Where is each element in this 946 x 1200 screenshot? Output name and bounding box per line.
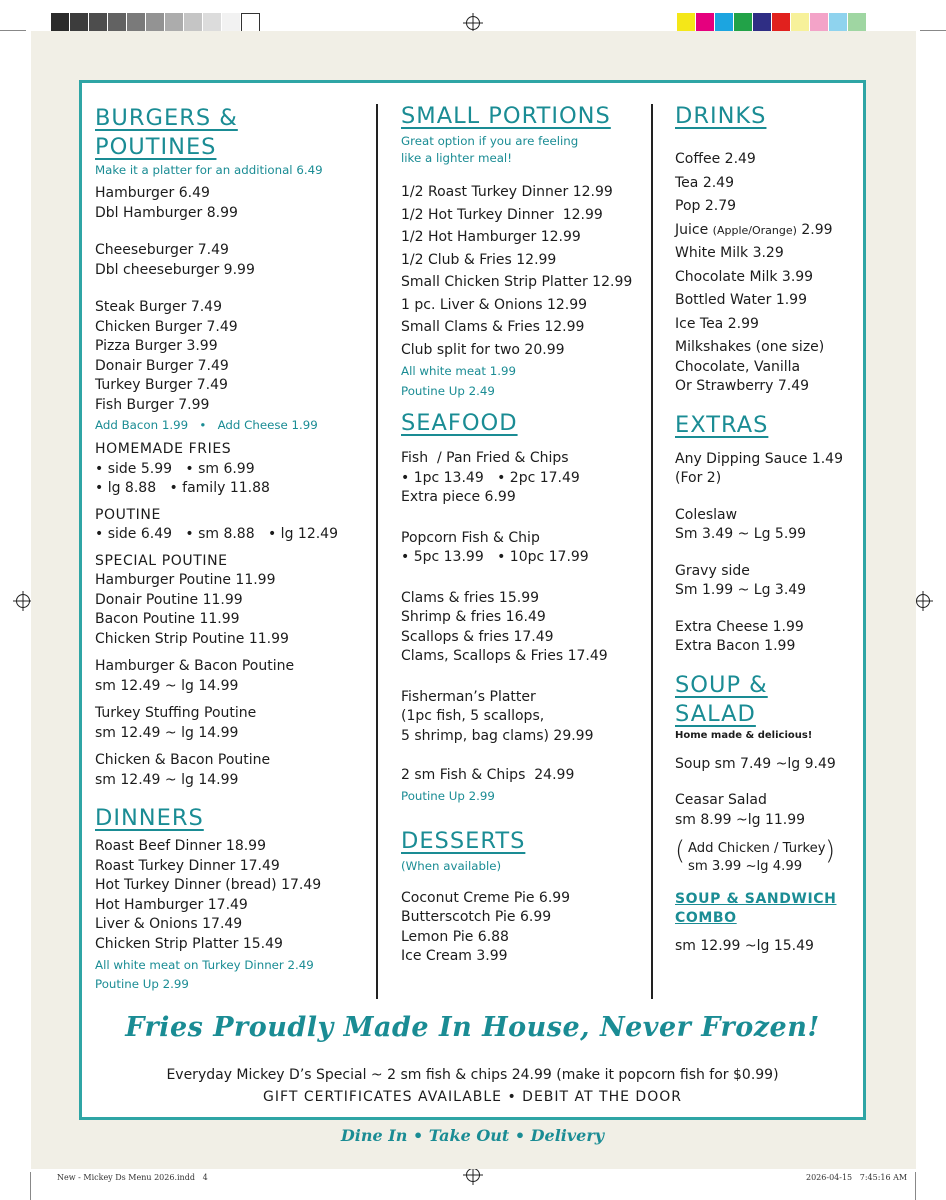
small-portions-subtitle: like a lighter meal! [401, 151, 512, 165]
menu-item: Chocolate, Vanilla [675, 358, 801, 375]
menu-item-price: Sm 1.99 ~ Lg 3.49 [675, 582, 807, 598]
menu-item: Chicken Strip Poutine 11.99 [95, 630, 289, 647]
menu-item: Dbl Hamburger 8.99 [95, 204, 238, 221]
seafood-title: SEAFOOD [401, 410, 518, 436]
menu-item: Hamburger 6.49 [95, 185, 210, 201]
menu-item: • 5pc 13.99 • 10pc 17.99 [401, 549, 589, 565]
menu-item-price: sm 12.49 ~ lg 14.99 [95, 677, 239, 694]
menu-item: Bacon Poutine 11.99 [95, 611, 240, 627]
close-parenthesis: ) [825, 836, 836, 866]
slogan: Fries Proudly Made In House, Never Frozen! [125, 1012, 820, 1043]
dinners-section [95, 804, 370, 994]
menu-item: Fish Burger 7.99 [95, 396, 210, 413]
open-parenthesis: ( [675, 836, 686, 866]
small-portions-subtitle: Great option if you are feeling [401, 134, 579, 148]
column-right [675, 102, 855, 957]
calibration-swatch [146, 13, 165, 33]
menu-item: Extra piece 6.99 [401, 489, 516, 505]
crop-mark [920, 30, 946, 31]
registration-mark-icon [466, 1168, 480, 1182]
juice-label: Juice [675, 221, 713, 238]
calibration-swatch [753, 13, 772, 33]
calibration-swatch [791, 13, 810, 33]
menu-item: 1/2 Roast Turkey Dinner 12.99 [401, 184, 613, 200]
menu-item: Ice Tea 2.99 [675, 315, 759, 332]
menu-item: Chocolate Milk 3.99 [675, 268, 814, 285]
menu-item: Roast Turkey Dinner 17.49 [95, 857, 280, 874]
calibration-swatch [829, 13, 848, 33]
poutine-title: POUTINE [95, 506, 161, 523]
menu-item: Hamburger Poutine 11.99 [95, 572, 276, 588]
menu-item: Pizza Burger 3.99 [95, 338, 218, 354]
menu-item: Soup sm 7.49 ~lg 9.49 [675, 755, 836, 772]
menu-item-price: sm 3.99 ~lg 4.99 [688, 859, 803, 874]
menu-item: Small Chicken Strip Platter 12.99 [401, 274, 633, 290]
menu-item: Clams, Scallops & Fries 17.49 [401, 648, 608, 664]
menu-item: Tea 2.49 [675, 174, 734, 191]
menu-item: Shrimp & fries 16.49 [401, 609, 546, 625]
menu-item: Club split for two 20.99 [401, 341, 565, 358]
drinks-section [675, 102, 855, 397]
color-calibration-bar [677, 13, 867, 33]
menu-item: 1/2 Club & Fries 12.99 [401, 251, 557, 268]
registration-mark-icon [466, 16, 480, 30]
menu-item: Butterscotch Pie 6.99 [401, 909, 552, 925]
calibration-swatch [203, 13, 222, 33]
menu-item: Turkey Burger 7.49 [95, 377, 228, 393]
poutine-sizes: • side 6.49 • sm 8.88 • lg 12.49 [95, 526, 338, 542]
calibration-swatch [810, 13, 829, 33]
dinners-title: DINNERS [95, 805, 204, 831]
menu-item-juice [675, 219, 855, 243]
file-slug: New - Mickey Ds Menu 2026.indd 4 [57, 1173, 208, 1182]
menu-item: Steak Burger 7.49 [95, 299, 222, 315]
calibration-swatch [696, 13, 715, 33]
calibration-swatch [772, 13, 791, 33]
menu-item-price: sm 12.99 ~lg 15.49 [675, 938, 814, 954]
fries-sizes: • lg 8.88 • family 11.88 [95, 480, 270, 496]
extras-title: EXTRAS [675, 411, 769, 438]
menu-item: Chicken Burger 7.49 [95, 318, 238, 335]
calibration-swatch [165, 13, 184, 33]
calibration-swatch [108, 13, 127, 33]
menu-item: White Milk 3.29 [675, 245, 784, 261]
burger-addons: Add Bacon 1.99 • Add Cheese 1.99 [95, 418, 318, 432]
menu-item: Turkey Stuffing Poutine [95, 705, 257, 721]
soup-sandwich-title: COMBO [675, 910, 737, 926]
menu-item: Hot Hamburger 17.49 [95, 896, 248, 913]
menu-item: Donair Poutine 11.99 [95, 591, 243, 608]
dinner-note: All white meat on Turkey Dinner 2.49 [95, 958, 314, 972]
menu-item: Lemon Pie 6.88 [401, 928, 509, 945]
crop-mark [0, 30, 26, 31]
menu-item: Hot Turkey Dinner (bread) 17.49 [95, 877, 322, 893]
menu-item: Clams & fries 15.99 [401, 589, 540, 606]
menu-item: Dbl cheeseburger 9.99 [95, 261, 255, 278]
desserts-title: DESSERTS [401, 827, 526, 854]
crop-mark [30, 1172, 31, 1200]
burgers-section [95, 104, 370, 790]
print-timestamp: 2026-04-15 7:45:16 AM [806, 1173, 908, 1182]
calibration-swatch [222, 13, 241, 33]
small-portions-title: SMALL PORTIONS [401, 103, 611, 129]
menu-item: Fish / Pan Fried & Chips [401, 450, 569, 466]
dinner-note: Poutine Up 2.99 [95, 977, 189, 991]
small-portions-note: All white meat 1.99 [401, 364, 517, 378]
menu-item: Small Clams & Fries 12.99 [401, 319, 585, 335]
daily-special: Everyday Mickey D’s Special ~ 2 sm fish & chips 24.99 (make it popcorn fish for $0.99) [166, 1067, 779, 1083]
registration-mark-icon [16, 594, 30, 608]
calibration-swatch [51, 13, 70, 33]
burgers-title: POUTINES [95, 134, 217, 160]
menu-item: 1/2 Hot Turkey Dinner 12.99 [401, 206, 603, 223]
menu-item: Ice Cream 3.99 [401, 948, 508, 964]
gift-certificates: GIFT CERTIFICATES AVAILABLE • DEBIT AT THE DOOR [263, 1089, 682, 1105]
menu-item: Extra Bacon 1.99 [675, 638, 796, 654]
menu-item: 5 shrimp, bag clams) 29.99 [401, 727, 594, 744]
menu-item: (1pc fish, 5 scallops, [401, 708, 545, 724]
calibration-swatch [127, 13, 146, 33]
calibration-swatch [734, 13, 753, 33]
menu-item-price: sm 12.49 ~ lg 14.99 [95, 724, 239, 741]
burgers-title: BURGERS & [95, 105, 238, 131]
seafood-note: Poutine Up 2.99 [401, 788, 495, 803]
platter-note: Make it a platter for an additional 6.49 [95, 163, 323, 177]
crop-mark [915, 1172, 916, 1200]
menu-item: Fisherman’s Platter [401, 688, 536, 705]
menu-item: • 1pc 13.49 • 2pc 17.49 [401, 469, 580, 486]
add-chicken-group [675, 836, 838, 876]
calibration-swatch [70, 13, 89, 33]
extras-section [675, 411, 855, 657]
calibration-swatch [184, 13, 203, 33]
menu-item: Pop 2.79 [675, 198, 737, 214]
menu-item-price: sm 12.49 ~ lg 14.99 [95, 771, 239, 788]
desserts-note: (When available) [401, 858, 502, 873]
desserts-section [401, 827, 646, 967]
menu-item: Liver & Onions 17.49 [95, 916, 243, 932]
calibration-swatch [715, 13, 734, 33]
menu-item: Chicken Strip Platter 15.49 [95, 935, 283, 952]
seafood-section [401, 409, 646, 805]
registration-mark-icon [916, 594, 930, 608]
menu-item: Milkshakes (one size) [675, 339, 825, 355]
menu-item-price: sm 8.99 ~lg 11.99 [675, 811, 806, 828]
column-divider [651, 104, 653, 999]
menu-item: Cheeseburger 7.49 [95, 242, 229, 258]
calibration-swatch [677, 13, 696, 33]
small-portions-section [401, 102, 646, 401]
menu-item: (For 2) [675, 470, 722, 486]
menu-item: Roast Beef Dinner 18.99 [95, 838, 267, 854]
menu-item: Gravy side [675, 562, 750, 579]
menu-item: Or Strawberry 7.49 [675, 378, 810, 394]
menu-item: Coleslaw [675, 506, 738, 523]
soup-sandwich-title: SOUP & SANDWICH [675, 891, 837, 907]
menu-item: Scallops & fries 17.49 [401, 628, 554, 645]
calibration-swatch [241, 13, 260, 33]
fries-sizes: • side 5.99 • sm 6.99 [95, 460, 255, 477]
menu-item: Extra Cheese 1.99 [675, 618, 804, 635]
menu-item: 2 sm Fish & Chips 24.99 [401, 767, 575, 783]
menu-item: Hamburger & Bacon Poutine [95, 658, 295, 674]
fries-title: HOMEMADE FRIES [95, 441, 232, 457]
soup-salad-section [675, 671, 855, 957]
calibration-swatch [848, 13, 867, 33]
menu-item: 1 pc. Liver & Onions 12.99 [401, 296, 588, 313]
menu-item: Chicken & Bacon Poutine [95, 752, 271, 768]
menu-item: Add Chicken / Turkey [688, 841, 826, 856]
gray-calibration-bar [51, 13, 260, 33]
service-options: Dine In • Take Out • Delivery [340, 1126, 605, 1145]
menu-item: Donair Burger 7.49 [95, 357, 229, 374]
soup-salad-subtitle: Home made & delicious! [675, 729, 813, 741]
column-left [95, 104, 370, 994]
calibration-swatch [89, 13, 108, 33]
menu-item: Bottled Water 1.99 [675, 292, 807, 308]
menu-item: Ceasar Salad [675, 792, 767, 808]
juice-flavours: (Apple/Orange) [712, 223, 797, 237]
menu-item-price: Sm 3.49 ~ Lg 5.99 [675, 526, 807, 542]
menu-item: Any Dipping Sauce 1.49 [675, 450, 843, 467]
menu-item: Popcorn Fish & Chip [401, 529, 540, 546]
column-divider [376, 104, 378, 999]
juice-price: 2.99 [796, 221, 833, 238]
menu-item: Coffee 2.49 [675, 151, 756, 167]
soup-salad-title: SOUP & SALAD [675, 671, 768, 727]
menu-item: 1/2 Hot Hamburger 12.99 [401, 229, 581, 245]
menu-item: Coconut Creme Pie 6.99 [401, 889, 571, 906]
small-portions-note: Poutine Up 2.49 [401, 384, 495, 398]
column-middle [401, 102, 646, 967]
drinks-title: DRINKS [675, 103, 767, 129]
special-poutine-title: SPECIAL POUTINE [95, 552, 228, 569]
